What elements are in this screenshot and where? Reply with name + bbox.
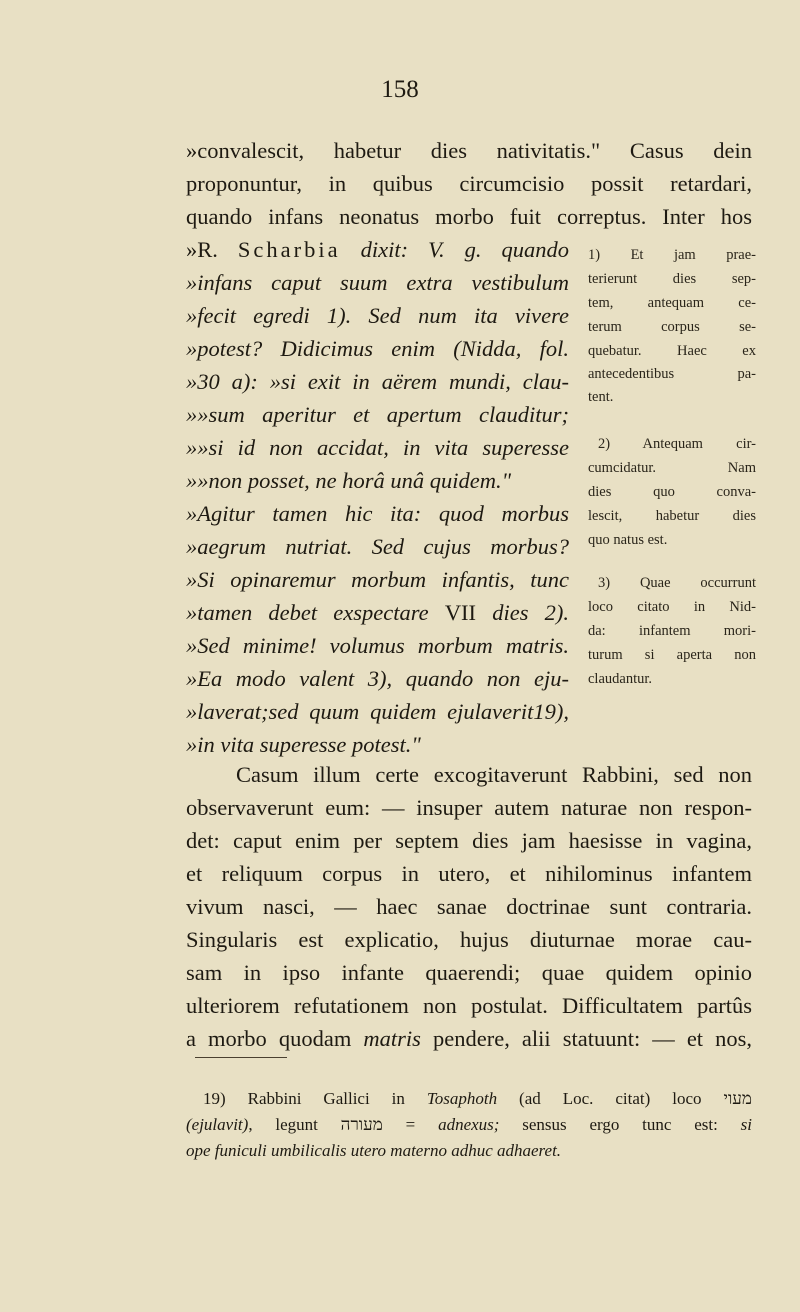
quote-line-4: »potest? Didicimus enim (Nidda, fol. (186, 336, 569, 361)
quote-line-11: »Si opinaremur morbum infantis, tunc (186, 567, 569, 592)
quote-line-5: »30 a): »si exit in aërem mundi, clau- (186, 369, 569, 394)
para2-line-2: observaverunt eum: — insuper autem naturae non respon- (186, 795, 752, 820)
body-line-2: proponuntur, in quibus circumcisio possit retardari, (186, 171, 752, 196)
footnote-19-line-3: ope funiculi umbilicalis utero materno adhuc adhaeret. (186, 1141, 562, 1160)
quote-line-7: »»si id non accidat, in vita superesse (186, 435, 569, 460)
side-note-line: tent. (588, 389, 614, 405)
side-note-line: 1) Et jam prae- (588, 247, 756, 263)
side-note-line: 3) Quae occurrunt (598, 575, 756, 591)
side-note-line: tem, antequam ce- (588, 295, 756, 311)
para2-line-9: a morbo quodam matris pendere, alii statuunt: — et nos, (186, 1026, 753, 1051)
quote-line-8: »»non posset, ne horâ unâ quidem." (186, 468, 512, 493)
quote-line-1: »R. Scharbia dixit: V. g. quando (186, 237, 570, 262)
footnote-19-line-2: (ejulavit), legunt מעורה = adnexus; sensus ergo tunc est: si (186, 1115, 752, 1134)
quote-line-16: »in vita superesse potest." (186, 732, 421, 757)
side-note-line: quo natus est. (588, 532, 668, 548)
page-number: 158 (381, 76, 419, 103)
para2-line-4: et reliquum corpus in utero, et nihilominus infantem (186, 861, 752, 886)
hebrew-word: מעוי (723, 1089, 752, 1108)
footnote-19-line-1: 19) Rabbini Gallici in Tosaphoth (ad Loc. citat) loco מעוי (203, 1089, 752, 1108)
hebrew-word: מעורה (340, 1115, 383, 1134)
side-note-line: antecedentibus pa- (588, 366, 756, 382)
quote-line-14: »Ea modo valent 3), quando non eju- (186, 666, 569, 691)
para2-line-8: ulteriorem refutationem non postulat. Difficultatem partûs (186, 993, 752, 1018)
quote-line-13: »Sed minime! volumus morbum matris. (186, 633, 569, 658)
quote-line-2: »infans caput suum extra vestibulum (186, 270, 569, 295)
side-note-line: lescit, habetur dies (588, 508, 756, 524)
side-note-line: cumcidatur. Nam (588, 460, 756, 476)
quote-line-10: »aegrum nutriat. Sed cujus morbus? (186, 534, 569, 559)
para2-line-5: vivum nasci, — haec sanae doctrinae sunt contraria. (186, 894, 752, 919)
side-note-line: 2) Antequam cir- (598, 436, 756, 452)
side-note-line: terum corpus se- (588, 319, 756, 335)
side-note-line: da: infantem mori- (588, 623, 756, 639)
para2-line-1: Casum illum certe excogitaverunt Rabbini, sed non (236, 762, 752, 787)
body-line-3: quando infans neonatus morbo fuit correptus. Inter hos (186, 204, 752, 229)
rabbi-name: Scharbia (237, 237, 341, 262)
quote-line-3: »fecit egredi 1). Sed num ita vivere (186, 303, 569, 328)
quote-line-6: »»sum aperitur et apertum clauditur; (186, 402, 569, 427)
side-note-line: terierunt dies sep- (588, 271, 756, 287)
side-note-line: claudantur. (588, 671, 653, 687)
side-note-line: quebatur. Haec ex (588, 343, 756, 359)
para2-line-3: det: caput enim per septem dies jam haesisse in vagina, (186, 828, 752, 853)
body-line-1: »convalescit, habetur dies nativitatis." Casus dein (186, 138, 752, 163)
side-note-line: dies quo conva- (588, 484, 756, 500)
quote-line-9: »Agitur tamen hic ita: quod morbus (186, 501, 569, 526)
quote-line-12: »tamen debet exspectare VII dies 2). (186, 600, 569, 625)
para2-line-6: Singularis est explicatio, hujus diuturnae morae cau- (186, 927, 752, 952)
side-note-line: turum si aperta non (588, 647, 756, 663)
footnote-rule (195, 1057, 287, 1058)
side-note-line: loco citato in Nid- (588, 599, 756, 615)
quote-line-15: »laverat;sed quum quidem ejulaverit19), (186, 699, 569, 724)
para2-line-7: sam in ipso infante quaerendi; quae quidem opinio (186, 960, 752, 985)
